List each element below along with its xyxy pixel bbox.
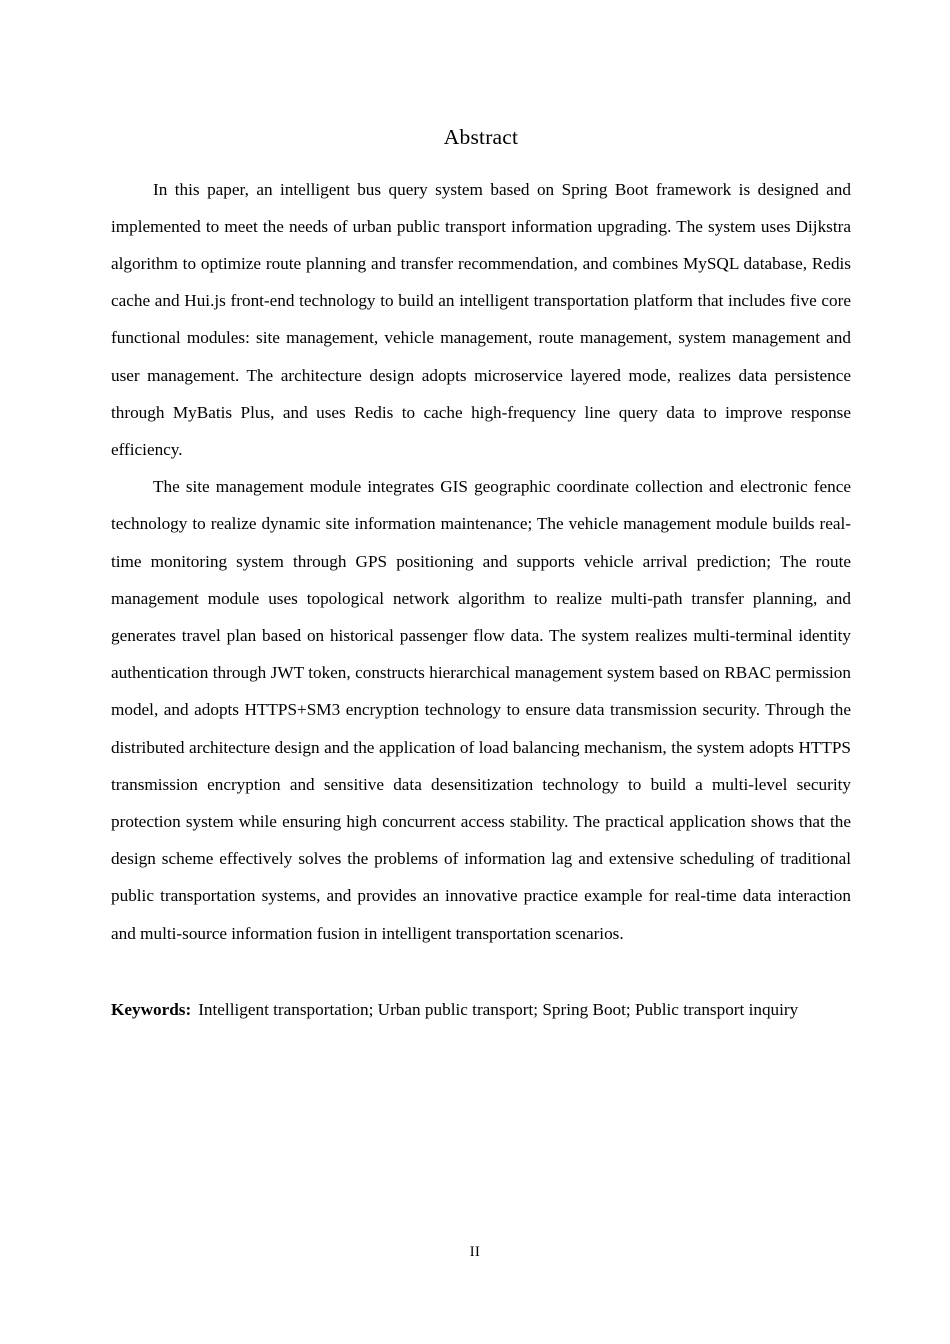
abstract-body — [111, 171, 851, 952]
abstract-paragraph-1: In this paper, an intelligent bus query system based on Spring Boot framework is designed and implemented to meet the needs of urban public transport information upgrading. The system uses Dijkstra algorithm to optimize route planning and transfer recommendation, and combines MySQL database, Redis cache and Hui.js front-end technology to build an intelligent transportation platform that includes five core functional modules: site management, vehicle management, route management, system management and user management. The architecture design adopts microservice layered mode, realizes data persistence through MyBatis Plus, and uses Redis to cache high-frequency line query data to improve response efficiency. — [111, 179, 851, 459]
keywords-section — [111, 991, 851, 1028]
abstract-paragraph-2: The site management module integrates GIS geographic coordinate collection and electronic fence technology to realize dynamic site information maintenance; The vehicle management module builds real-time monitoring system through GPS positioning and supports vehicle arrival prediction; The route management module uses topological network algorithm to realize multi-path transfer planning, and generates travel plan based on historical passenger flow data. The system realizes multi-terminal identity authentication through JWT token, constructs hierarchical management system based on RBAC permission model, and adopts HTTPS+SM3 encryption technology to ensure data transmission security. Through the distributed architecture design and the application of load balancing mechanism, the system adopts HTTPS transmission encryption and sensitive data desensitization technology to build a multi-level security protection system while ensuring high concurrent access stability. The practical application shows that the design scheme effectively solves the problems of information lag and extensive scheduling of traditional public transportation systems, and provides an innovative practice example for real-time data interaction and multi-source information fusion in intelligent transportation scenarios. — [111, 477, 851, 943]
page-title: Abstract — [443, 125, 519, 149]
page-number-footer: II — [469, 1244, 481, 1260]
keywords-value: Intelligent transportation; Urban public transport; Spring Boot; Public transport inquiry — [198, 999, 799, 1019]
page-content-area — [111, 0, 851, 1028]
keywords-label: Keywords: — [111, 999, 192, 1019]
